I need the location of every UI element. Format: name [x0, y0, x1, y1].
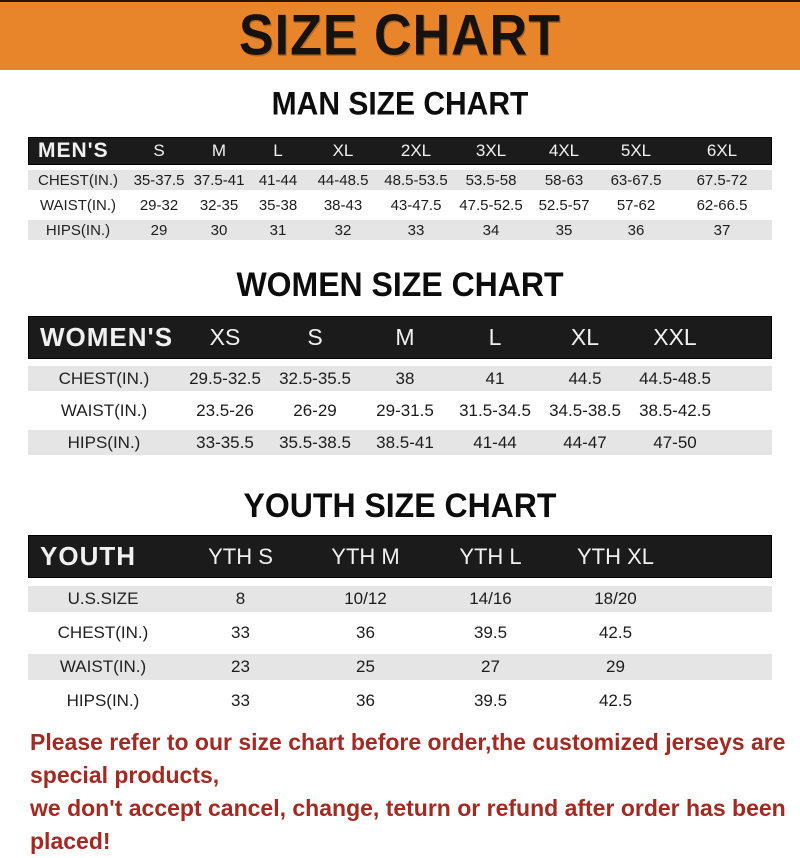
banner [0, 0, 800, 70]
women-size-table [28, 316, 772, 455]
column-header: XL [332, 141, 354, 160]
row-label: HIPS(IN.) [45, 221, 111, 239]
value-cell: 34.5-38.5 [549, 400, 621, 420]
value-cell: 38.5-42.5 [639, 400, 711, 420]
value-cell: 47.5-52.5 [459, 196, 523, 214]
value-cell: 44-48.5 [317, 171, 369, 189]
value-cell: 32.5-35.5 [279, 368, 351, 388]
row-label: CHEST(IN.) [57, 623, 149, 642]
column-header: XS [209, 324, 241, 350]
column-header: YTH S [208, 543, 273, 569]
value-cell: 23.5-26 [196, 400, 254, 420]
column-header: 5XL [620, 141, 652, 160]
value-cell: 29-32 [139, 196, 179, 214]
value-cell: 32 [334, 221, 352, 239]
column-header: 2XL [400, 141, 432, 160]
value-cell: 35-38 [258, 196, 298, 214]
value-cell: 31.5-34.5 [459, 400, 531, 420]
section-men [0, 86, 800, 240]
value-cell: 29 [606, 657, 625, 676]
table-header-row [28, 137, 772, 165]
table-row [28, 195, 772, 215]
size-chart-body [0, 86, 800, 858]
column-header: M [211, 141, 227, 160]
value-cell: 57-62 [616, 196, 656, 214]
value-cell: 23 [231, 657, 250, 676]
column-header: L [273, 141, 283, 160]
section-youth [0, 485, 800, 714]
value-cell: 30 [210, 221, 228, 239]
value-cell: 33 [231, 691, 250, 710]
value-cell: 58-63 [544, 171, 584, 189]
youth-size-table [28, 535, 772, 714]
column-header: XXL [653, 324, 697, 350]
value-cell: 36 [356, 623, 375, 642]
row-label: WAIST(IN.) [60, 400, 148, 420]
value-cell: 38.5-41 [376, 432, 434, 452]
column-header: 6XL [706, 141, 738, 160]
footer-note-line-1: Please refer to our size chart before order,the customized jerseys are special products, [30, 729, 786, 788]
value-cell: 29 [150, 221, 168, 239]
value-cell: 52.5-57 [538, 196, 590, 214]
table-row [28, 688, 772, 714]
value-cell: 36 [356, 691, 375, 710]
value-cell: 41-44 [258, 171, 298, 189]
table-row [28, 366, 772, 391]
row-label: HIPS(IN.) [66, 691, 140, 710]
row-label: U.S.SIZE [67, 589, 139, 608]
value-cell: 39.5 [473, 623, 508, 642]
value-cell: 26-29 [293, 400, 337, 420]
table-header-label: WOMEN'S [40, 322, 174, 352]
value-cell: 43-47.5 [390, 196, 442, 214]
value-cell: 42.5 [598, 623, 633, 642]
value-cell: 35.5-38.5 [279, 432, 351, 452]
table-row [28, 398, 772, 423]
value-cell: 62-66.5 [696, 196, 748, 214]
table-row [28, 620, 772, 646]
value-cell: 29.5-32.5 [189, 368, 261, 388]
value-cell: 14/16 [469, 589, 512, 608]
column-header: S [153, 141, 165, 160]
value-cell: 36 [627, 221, 645, 239]
table-row [28, 220, 772, 240]
footer-note-line-2: we don't accept cancel, change, teturn or refund after order has been placed! [30, 795, 786, 854]
value-cell: 25 [356, 657, 375, 676]
footer-note [0, 726, 800, 858]
column-header: YTH XL [576, 543, 655, 569]
value-cell: 10/12 [344, 589, 387, 608]
value-cell: 38 [395, 368, 415, 388]
value-cell: 63-67.5 [610, 171, 662, 189]
column-header: 3XL [475, 141, 507, 160]
table-header-row [28, 316, 772, 359]
column-header: XL [570, 324, 600, 350]
value-cell: 47-50 [653, 432, 697, 452]
value-cell: 41 [485, 368, 505, 388]
value-cell: 39.5 [473, 691, 508, 710]
table-row [28, 430, 772, 455]
value-cell: 44.5 [568, 368, 602, 388]
value-cell: 8 [235, 589, 246, 608]
section-women [0, 264, 800, 455]
value-cell: 38-43 [323, 196, 363, 214]
value-cell: 37 [713, 221, 731, 239]
table-row [28, 654, 772, 680]
value-cell: 53.5-58 [465, 171, 517, 189]
table-row [28, 170, 772, 190]
value-cell: 34 [482, 221, 500, 239]
column-header: M [395, 324, 415, 350]
value-cell: 33 [407, 221, 425, 239]
value-cell: 27 [481, 657, 500, 676]
value-cell: 18/20 [594, 589, 637, 608]
value-cell: 44.5-48.5 [639, 368, 711, 388]
value-cell: 35-37.5 [133, 171, 185, 189]
value-cell: 67.5-72 [696, 171, 748, 189]
row-label: CHEST(IN.) [38, 171, 118, 189]
section-title-women: WOMEN SIZE CHART [236, 264, 564, 304]
value-cell: 32-35 [199, 196, 239, 214]
value-cell: 31 [269, 221, 287, 239]
men-size-table [28, 137, 772, 240]
banner-title: SIZE CHART [239, 4, 561, 68]
row-label: WAIST(IN.) [39, 196, 117, 214]
column-header: YTH M [331, 543, 400, 569]
column-header: L [488, 324, 502, 350]
value-cell: 33-35.5 [196, 432, 254, 452]
value-cell: 42.5 [598, 691, 633, 710]
value-cell: 48.5-53.5 [384, 171, 448, 189]
row-label: CHEST(IN.) [58, 368, 150, 388]
section-title-men: MAN SIZE CHART [271, 86, 529, 123]
value-cell: 44-47 [563, 432, 607, 452]
value-cell: 33 [231, 623, 250, 642]
value-cell: 41-44 [473, 432, 517, 452]
table-header-label: YOUTH [40, 541, 136, 571]
table-header-row [28, 535, 772, 578]
value-cell: 37.5-41 [193, 171, 245, 189]
column-header: 4XL [548, 141, 580, 160]
column-header: S [307, 324, 323, 350]
row-label: HIPS(IN.) [67, 432, 141, 452]
table-header-label: MEN'S [38, 139, 109, 162]
column-header: YTH L [459, 543, 522, 569]
section-title-youth: YOUTH SIZE CHART [243, 485, 557, 525]
row-label: WAIST(IN.) [59, 657, 147, 676]
table-row [28, 586, 772, 612]
value-cell: 35 [555, 221, 573, 239]
value-cell: 29-31.5 [376, 400, 434, 420]
